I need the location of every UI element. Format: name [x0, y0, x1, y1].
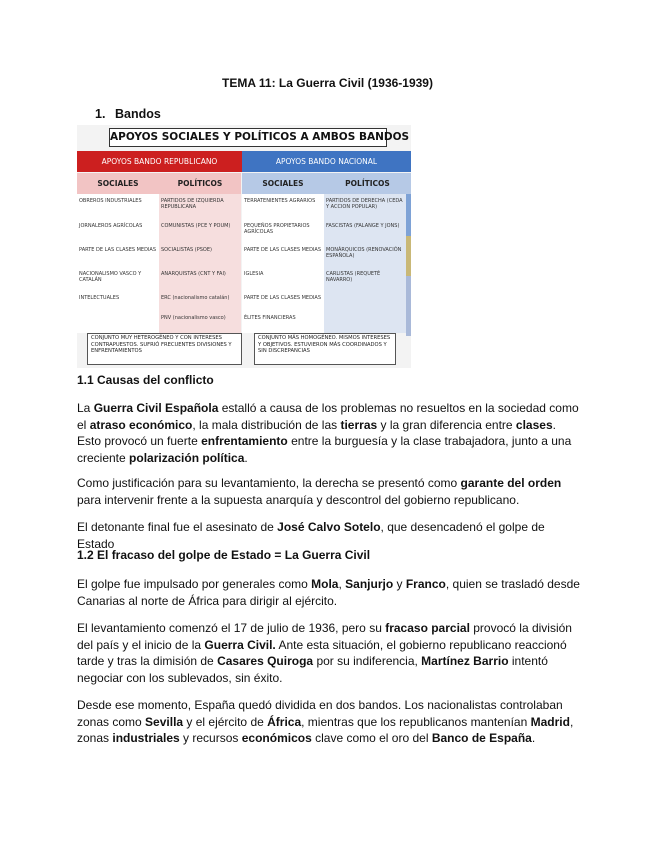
- text-span: clave como el oro del: [311, 731, 432, 745]
- bold-span: Casares Quiroga: [217, 654, 314, 668]
- text-span: .: [244, 450, 248, 465]
- table-cell: TERRATENIENTES AGRARIOS: [242, 194, 324, 219]
- paragraph-levantamiento: [77, 620, 582, 686]
- text-span: y recursos: [179, 731, 242, 745]
- bold-span: José Calvo Sotelo: [277, 520, 381, 534]
- text-span: , que desencadenó el golpe de Estado: [77, 520, 545, 551]
- table-cell: ÉLITES FINANCIERAS: [242, 311, 324, 333]
- table-cell: COMUNISTAS (PCE Y POUM): [159, 219, 241, 243]
- table-cell: [77, 311, 159, 333]
- text-span: ,: [338, 577, 346, 591]
- table-cell: MONÁRQUICOS (RENOVACIÓN ESPAÑOLA): [324, 243, 406, 267]
- rep-sociales-header: SOCIALES: [77, 173, 159, 194]
- bold-span: industriales: [112, 731, 180, 745]
- bold-span: económicos: [241, 731, 312, 745]
- table-cell: INTELECTUALES: [77, 291, 159, 311]
- table-cell: SOCIALISTAS (PSOE): [159, 243, 241, 267]
- nationalist-note: CONJUNTO MÁS HOMOGÉNEO. MISMOS INTERESES Y OBJETIVOS. ESTUVIERON MÁS COORDINADOS Y SIN DISCREPANCIAS: [254, 333, 396, 365]
- text-span: estalló a causa de los problemas no resueltos en la sociedad como el: [77, 401, 579, 432]
- paragraph-bandos: [77, 697, 582, 747]
- table-cell: CARLISTAS (REQUETÉ NAVARRO): [324, 267, 406, 291]
- decorative-strip: [406, 276, 411, 336]
- text-span: El golpe fue impulsado por generales como: [77, 577, 312, 591]
- text-span: , mientras que los republicanos mantenían: [301, 714, 531, 729]
- bold-span: África: [267, 714, 302, 729]
- text-span: y: [393, 577, 406, 591]
- table-cell: PNV (nacionalismo vasco): [159, 311, 241, 333]
- heading-fracaso: 1.2 El fracaso del golpe de Estado = La Guerra Civil: [77, 548, 371, 562]
- rep-politicos-header: POLÍTICOS: [159, 173, 241, 194]
- table-cell: ERC (nacionalismo catalán): [159, 291, 241, 311]
- table-cell: [324, 291, 406, 311]
- decorative-strip: [406, 236, 411, 276]
- document-title: TEMA 11: La Guerra Civil (1936-1939): [222, 76, 433, 90]
- text-span: La: [77, 401, 94, 415]
- table-cell: NACIONALISMO VASCO Y CATALÁN: [77, 267, 159, 291]
- text-span: .: [531, 731, 536, 745]
- section-number: 1.: [95, 107, 106, 121]
- decorative-strip: [406, 194, 411, 236]
- text-span: por su indiferencia,: [313, 654, 422, 668]
- republican-header: APOYOS BANDO REPUBLICANO: [77, 151, 242, 172]
- table-cell: PARTIDOS DE IZQUIERDA REPUBLICANA: [159, 194, 241, 219]
- bold-span: Sanjurjo: [345, 577, 394, 591]
- table-cell: IGLESIA: [242, 267, 324, 291]
- text-span: El levantamiento comenzó el 17 de julio de 1936, pero su: [77, 621, 386, 635]
- bold-span: Guerra Civil.: [204, 637, 276, 652]
- text-span: y la gran diferencia entre: [377, 417, 516, 432]
- table-cell: [324, 311, 406, 333]
- text-span: entre la burguesía y la clase trabajadora, junto a una creciente: [77, 434, 572, 465]
- text-span: para intervenir frente a la supuesta anarquía y descontrol del gobierno republicano.: [77, 492, 520, 507]
- table-title: APOYOS SOCIALES Y POLÍTICOS A AMBOS BANDOS: [109, 128, 387, 147]
- heading-causas: 1.1 Causas del conflicto: [77, 373, 214, 387]
- bold-span: Madrid: [530, 714, 570, 729]
- bold-span: Mola: [311, 577, 339, 591]
- table-cell: ANARQUISTAS (CNT Y FAI): [159, 267, 241, 291]
- text-span: , la mala distribución de las: [192, 417, 341, 432]
- bold-span: atraso económico: [89, 417, 193, 432]
- table-cell: PARTE DE LAS CLASES MEDIAS: [242, 291, 324, 311]
- table-cell: PARTE DE LAS CLASES MEDIAS: [77, 243, 159, 267]
- nationalist-header: APOYOS BANDO NACIONAL: [242, 151, 411, 172]
- table-cell: OBREROS INDUSTRIALES: [77, 194, 159, 219]
- bold-span: Franco: [405, 577, 446, 591]
- bold-span: Sevilla: [145, 714, 184, 729]
- text-span: , quien se trasladó desde Canarias al norte de África para dirigir al ejército.: [77, 577, 580, 608]
- text-span: y el ejército de: [183, 714, 268, 729]
- bold-span: Guerra Civil Española: [93, 401, 219, 415]
- text-span: Ante esta situación, el gobierno republicano reaccionó tarde y tras la dimisión de: [77, 637, 567, 668]
- text-span: provocó la división del país y el inicio de la: [77, 621, 572, 652]
- republican-note: CONJUNTO MUY HETEROGÉNEO Y CON INTERESES CONTRAPUESTOS. SUFRIÓ FRECUENTES DIVISIONES Y ENFRENTAMIENTOS: [87, 333, 242, 365]
- table-cell: PEQUEÑOS PROPIETARIOS AGRÍCOLAS: [242, 219, 324, 243]
- bold-span: Banco de España: [431, 731, 532, 745]
- bold-span: enfrentamiento: [201, 434, 288, 448]
- bold-span: tierras: [340, 417, 378, 432]
- nac-politicos-header: POLÍTICOS: [324, 173, 411, 194]
- apoyos-table-image: [77, 125, 411, 368]
- text-span: . Esto provocó un fuerte: [77, 417, 556, 448]
- bold-span: clases: [515, 417, 553, 432]
- paragraph-justificacion: [77, 475, 582, 508]
- text-span: Como justificación para su levantamiento, la derecha se presentó como: [77, 476, 461, 490]
- bold-span: polarización política: [129, 450, 245, 465]
- text-span: El detonante final fue el asesinato de: [77, 520, 278, 534]
- bold-span: fracaso parcial: [385, 621, 470, 635]
- text-span: Desde ese momento, España quedó dividida en dos bandos. Los nacionalistas controlaban zonas como: [77, 698, 563, 729]
- table-cell: FASCISTAS (FALANGE Y JONS): [324, 219, 406, 243]
- section-heading-bandos: [95, 107, 161, 121]
- bold-span: Martínez Barrio: [421, 654, 509, 668]
- table-cell: JORNALEROS AGRÍCOLAS: [77, 219, 159, 243]
- section-label: Bandos: [115, 107, 161, 121]
- paragraph-golpe: [77, 576, 582, 609]
- bold-span: garante del orden: [460, 476, 562, 490]
- table-cell: PARTE DE LAS CLASES MEDIAS: [242, 243, 324, 267]
- paragraph-causas: [77, 400, 582, 466]
- text-span: , zonas: [77, 714, 574, 745]
- nac-sociales-header: SOCIALES: [242, 173, 324, 194]
- text-span: intentó negociar con los sublevados, sin éxito.: [77, 654, 548, 685]
- table-cell: PARTIDOS DE DERECHA (CEDA Y ACCION POPULAR): [324, 194, 406, 219]
